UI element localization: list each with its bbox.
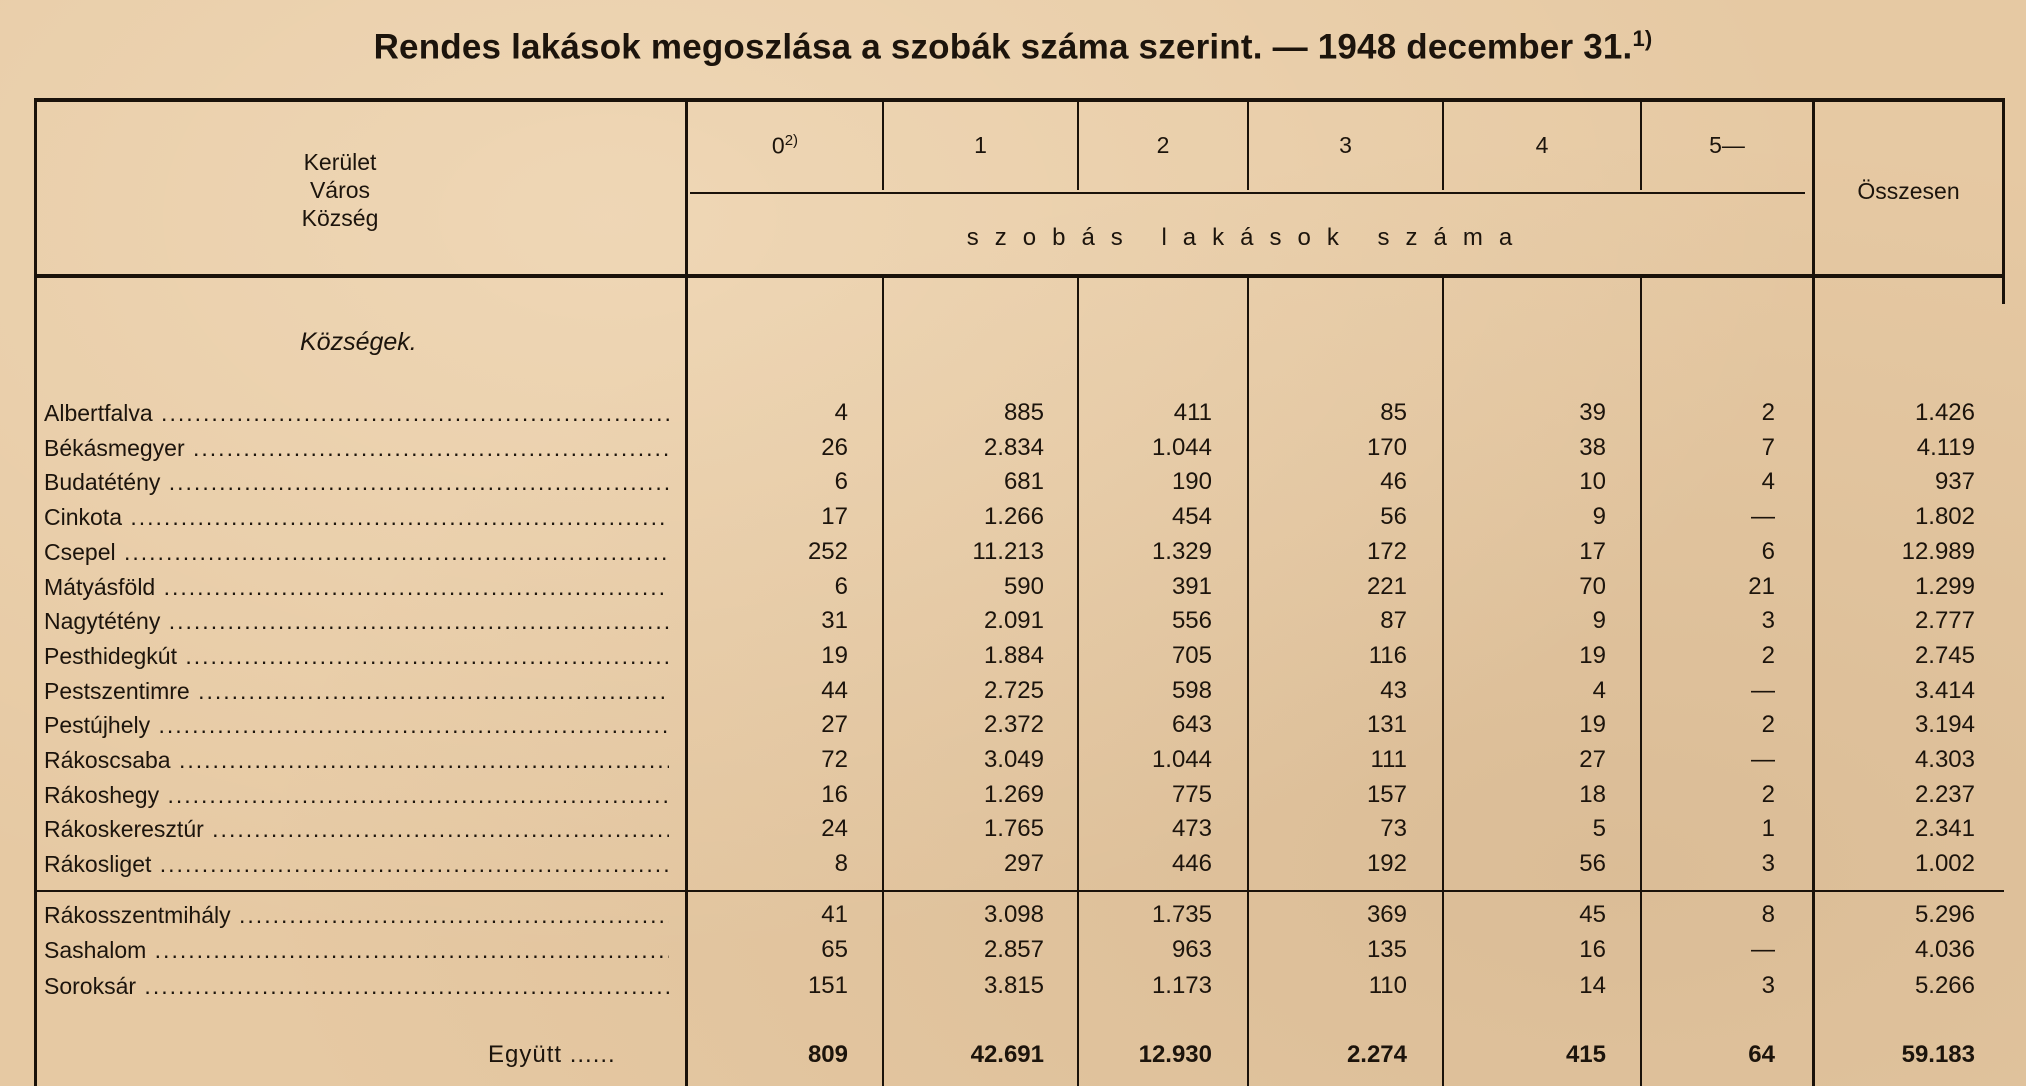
row-label: Soroksár ..... [44, 969, 669, 1003]
row-label: Cinkota ..... [44, 500, 669, 534]
table-title [0, 26, 2026, 68]
spanner-header: szobás lakások száma [966, 224, 1529, 251]
table-cell: 221 [1366, 572, 1407, 600]
table-cell: — [1751, 746, 1775, 773]
table-cell: 5.296 [1914, 901, 1975, 928]
table-cell: 598 [1171, 676, 1212, 704]
title-footnote: 1) [1632, 26, 1653, 51]
table-cell: 3 [1761, 972, 1775, 999]
table-cell: 4 [1592, 676, 1606, 704]
col-header-0-label: 0 [771, 132, 785, 159]
table-cell: 473 [1171, 815, 1212, 843]
table-cell: 3.815 [983, 972, 1044, 999]
table-cell: 454 [1171, 503, 1212, 531]
stub-header-line-1: Kerület [303, 149, 377, 175]
stub-header [240, 148, 440, 232]
table-row [0, 500, 2026, 534]
table-cell: 1.802 [1914, 503, 1975, 531]
table-cell: 135 [1366, 936, 1407, 963]
table-cell: 2.834 [983, 433, 1044, 461]
table-cell: 27 [821, 711, 848, 739]
table-cell: 3 [1761, 850, 1775, 878]
table-cell: 18 [1579, 780, 1606, 808]
table-cell: 681 [1003, 468, 1044, 496]
col-header-4: 4 [1535, 132, 1549, 158]
table-row [0, 639, 2026, 673]
table-cell: 937 [1934, 468, 1975, 496]
table-cell: — [1751, 936, 1775, 963]
table-row [0, 898, 2026, 932]
col-header-0 [688, 132, 882, 160]
table-cell: 72 [821, 746, 848, 773]
table-cell: — [1751, 676, 1775, 704]
table-cell: 45 [1579, 901, 1606, 928]
table-cell: 2.725 [983, 676, 1044, 704]
table-cell: 3.194 [1914, 711, 1975, 739]
table-cell: 190 [1171, 468, 1212, 496]
table-cell: 172 [1366, 537, 1407, 565]
table-cell: 8 [1761, 901, 1775, 928]
stub-header-line-2: Város [309, 177, 371, 203]
total-cell: 809 [807, 1041, 848, 1068]
row-label: Budatétény ..... [44, 465, 669, 499]
stub-header-line-3: Község [301, 205, 379, 231]
table-cell: 4.303 [1914, 746, 1975, 773]
table-row [0, 674, 2026, 708]
table-cell: 2.372 [983, 711, 1044, 739]
row-label: Rákoshegy ..... [44, 778, 669, 812]
table-cell: 17 [1579, 537, 1606, 565]
table-cell: 21 [1748, 572, 1775, 600]
table-cell: 2 [1761, 399, 1775, 426]
total-cell: 42.691 [970, 1041, 1044, 1068]
total-cell: 2.274 [1346, 1041, 1407, 1068]
table-cell: 116 [1368, 641, 1407, 669]
table-row [0, 535, 2026, 569]
table-cell: 1.269 [983, 780, 1044, 808]
table-row [0, 743, 2026, 777]
table-row [0, 778, 2026, 812]
section-label: Községek. [300, 328, 417, 356]
table-cell: 14 [1579, 972, 1606, 999]
table-cell: 8 [834, 850, 848, 878]
table-cell: 2.777 [1914, 607, 1975, 635]
total-label: Együtt ...... [488, 1041, 616, 1068]
header-bottom-rule [36, 274, 2004, 278]
table-row [0, 933, 2026, 967]
row-label: Békásmegyer ..... [44, 431, 669, 465]
row-label: Nagytétény ..... [44, 604, 669, 638]
table-cell: 391 [1171, 572, 1212, 600]
table-cell: 4.036 [1914, 936, 1975, 963]
table-cell: 1.002 [1914, 850, 1975, 878]
table-cell: 2.745 [1914, 641, 1975, 669]
table-cell: 26 [821, 433, 848, 461]
table-cell: 39 [1579, 399, 1606, 426]
table-cell: 43 [1380, 676, 1407, 704]
table-cell: 643 [1171, 711, 1212, 739]
table-cell: 38 [1579, 433, 1606, 461]
row-label: Rákoscsaba ..... [44, 743, 669, 777]
total-header: Összesen [1857, 178, 1960, 204]
table-cell: 192 [1366, 850, 1407, 878]
table-cell: 10 [1579, 468, 1606, 496]
table-cell: 9 [1592, 607, 1606, 635]
row-label: Albertfalva ..... [44, 396, 669, 430]
total-cell: 64 [1748, 1041, 1775, 1068]
table-cell: 19 [1579, 641, 1606, 669]
table-cell: 1.044 [1151, 433, 1212, 461]
row-label: Mátyásföld ..... [44, 570, 669, 604]
table-cell: 1.884 [983, 641, 1044, 669]
table-cell: 56 [1380, 503, 1407, 531]
row-label: Rákosszentmihály ..... [44, 898, 669, 932]
table-cell: 6 [1761, 537, 1775, 565]
total-cell: 12.930 [1138, 1041, 1212, 1068]
table-cell: 7 [1761, 433, 1775, 461]
table-cell: 3 [1761, 607, 1775, 635]
row-label: Pestszentimre ..... [44, 674, 669, 708]
row-label: Pesthidegkút ..... [44, 639, 669, 673]
table-cell: 110 [1368, 972, 1407, 999]
table-row [0, 465, 2026, 499]
table-cell: 2 [1761, 641, 1775, 669]
table-cell: 556 [1171, 607, 1212, 635]
table-row [0, 969, 2026, 1003]
table-cell: 56 [1579, 850, 1606, 878]
table-cell: 369 [1366, 901, 1407, 928]
table-cell: 16 [821, 780, 848, 808]
table-cell: 131 [1366, 711, 1407, 739]
table-cell: 19 [1579, 711, 1606, 739]
table-row [0, 847, 2026, 881]
table-cell: 41 [821, 901, 848, 928]
table-cell: 2 [1761, 780, 1775, 808]
table-cell: 4.119 [1916, 433, 1975, 461]
table-cell: 6 [834, 572, 848, 600]
title-text: Rendes lakások megoszlása a szobák száma szerint. — 1948 december 31. [373, 27, 1633, 67]
table-cell: 3.049 [983, 746, 1044, 773]
table-cell: 411 [1173, 399, 1212, 426]
table-cell: 3.414 [1914, 676, 1975, 704]
table-cell: 44 [821, 676, 848, 704]
table-cell: 963 [1171, 936, 1212, 963]
table-cell: 297 [1003, 850, 1044, 878]
table-row [0, 431, 2026, 465]
table-cell: 446 [1171, 850, 1212, 878]
total-row [0, 1038, 2026, 1072]
table-cell: 2.857 [983, 936, 1044, 963]
mid-table-rule [36, 890, 2004, 892]
table-row [0, 570, 2026, 604]
table-cell: 12.989 [1901, 537, 1975, 565]
table-cell: 4 [1761, 468, 1775, 496]
table-cell: 2 [1761, 711, 1775, 739]
table-cell: 73 [1380, 815, 1407, 843]
table-cell: 170 [1366, 433, 1407, 461]
table-cell: 6 [834, 468, 848, 496]
table-row [0, 812, 2026, 846]
table-cell: 252 [807, 537, 848, 565]
table-cell: 2.341 [1914, 815, 1975, 843]
total-cell: 59.183 [1901, 1041, 1975, 1068]
table-cell: 17 [821, 503, 848, 531]
right-border [2002, 98, 2005, 304]
table-cell: 24 [821, 815, 848, 843]
table-row [0, 396, 2026, 430]
table-cell: 1.329 [1151, 537, 1212, 565]
table-cell: 1.173 [1151, 972, 1212, 999]
row-label: Rákosliget ..... [44, 847, 669, 881]
table-cell: 5 [1592, 815, 1606, 843]
col-header-3: 3 [1339, 132, 1352, 158]
table-cell: 5.266 [1914, 972, 1975, 999]
table-cell: 27 [1579, 746, 1606, 773]
table-cell: 1.266 [983, 503, 1044, 531]
row-label: Pestújhely ..... [44, 708, 669, 742]
table-cell: 1.426 [1914, 399, 1975, 426]
col-header-2: 2 [1156, 132, 1170, 158]
table-cell: 2.091 [983, 607, 1044, 635]
table-cell: 1.299 [1914, 572, 1975, 600]
table-cell: 65 [821, 936, 848, 963]
table-cell: 2.237 [1914, 780, 1975, 808]
table-cell: 1.765 [983, 815, 1044, 843]
spanner-rule [690, 192, 1805, 194]
table-cell: 111 [1370, 746, 1407, 773]
col-header-1: 1 [974, 132, 987, 158]
table-cell: 31 [821, 607, 848, 635]
col-header-0-footnote: 2) [784, 132, 799, 149]
table-cell: 19 [821, 641, 848, 669]
table-cell: 87 [1380, 607, 1407, 635]
table-cell: 11.213 [972, 537, 1044, 565]
table-top-rule [36, 98, 2004, 102]
table-cell: 1.044 [1151, 746, 1212, 773]
table-cell: 70 [1579, 572, 1606, 600]
table-cell: 85 [1380, 399, 1407, 426]
row-label: Rákoskeresztúr ..... [44, 812, 669, 846]
table-cell: 4 [834, 399, 848, 426]
table-cell: 151 [807, 972, 848, 999]
table-cell: 590 [1003, 572, 1044, 600]
table-cell: 1 [1761, 815, 1775, 843]
table-cell: 46 [1380, 468, 1407, 496]
table-cell: 1.735 [1151, 901, 1212, 928]
table-cell: 775 [1171, 780, 1212, 808]
table-cell: 3.098 [983, 901, 1044, 928]
row-label: Sashalom ..... [44, 933, 669, 967]
table-cell: 885 [1003, 399, 1044, 426]
table-cell: — [1751, 503, 1775, 531]
row-label: Csepel ..... [44, 535, 669, 569]
table-row [0, 604, 2026, 638]
table-cell: 705 [1171, 641, 1212, 669]
total-cell: 415 [1565, 1041, 1606, 1068]
table-cell: 157 [1366, 780, 1407, 808]
table-cell: 9 [1592, 503, 1606, 531]
col-header-5: 5— [1709, 132, 1745, 158]
table-cell: 16 [1579, 936, 1606, 963]
table-row [0, 708, 2026, 742]
